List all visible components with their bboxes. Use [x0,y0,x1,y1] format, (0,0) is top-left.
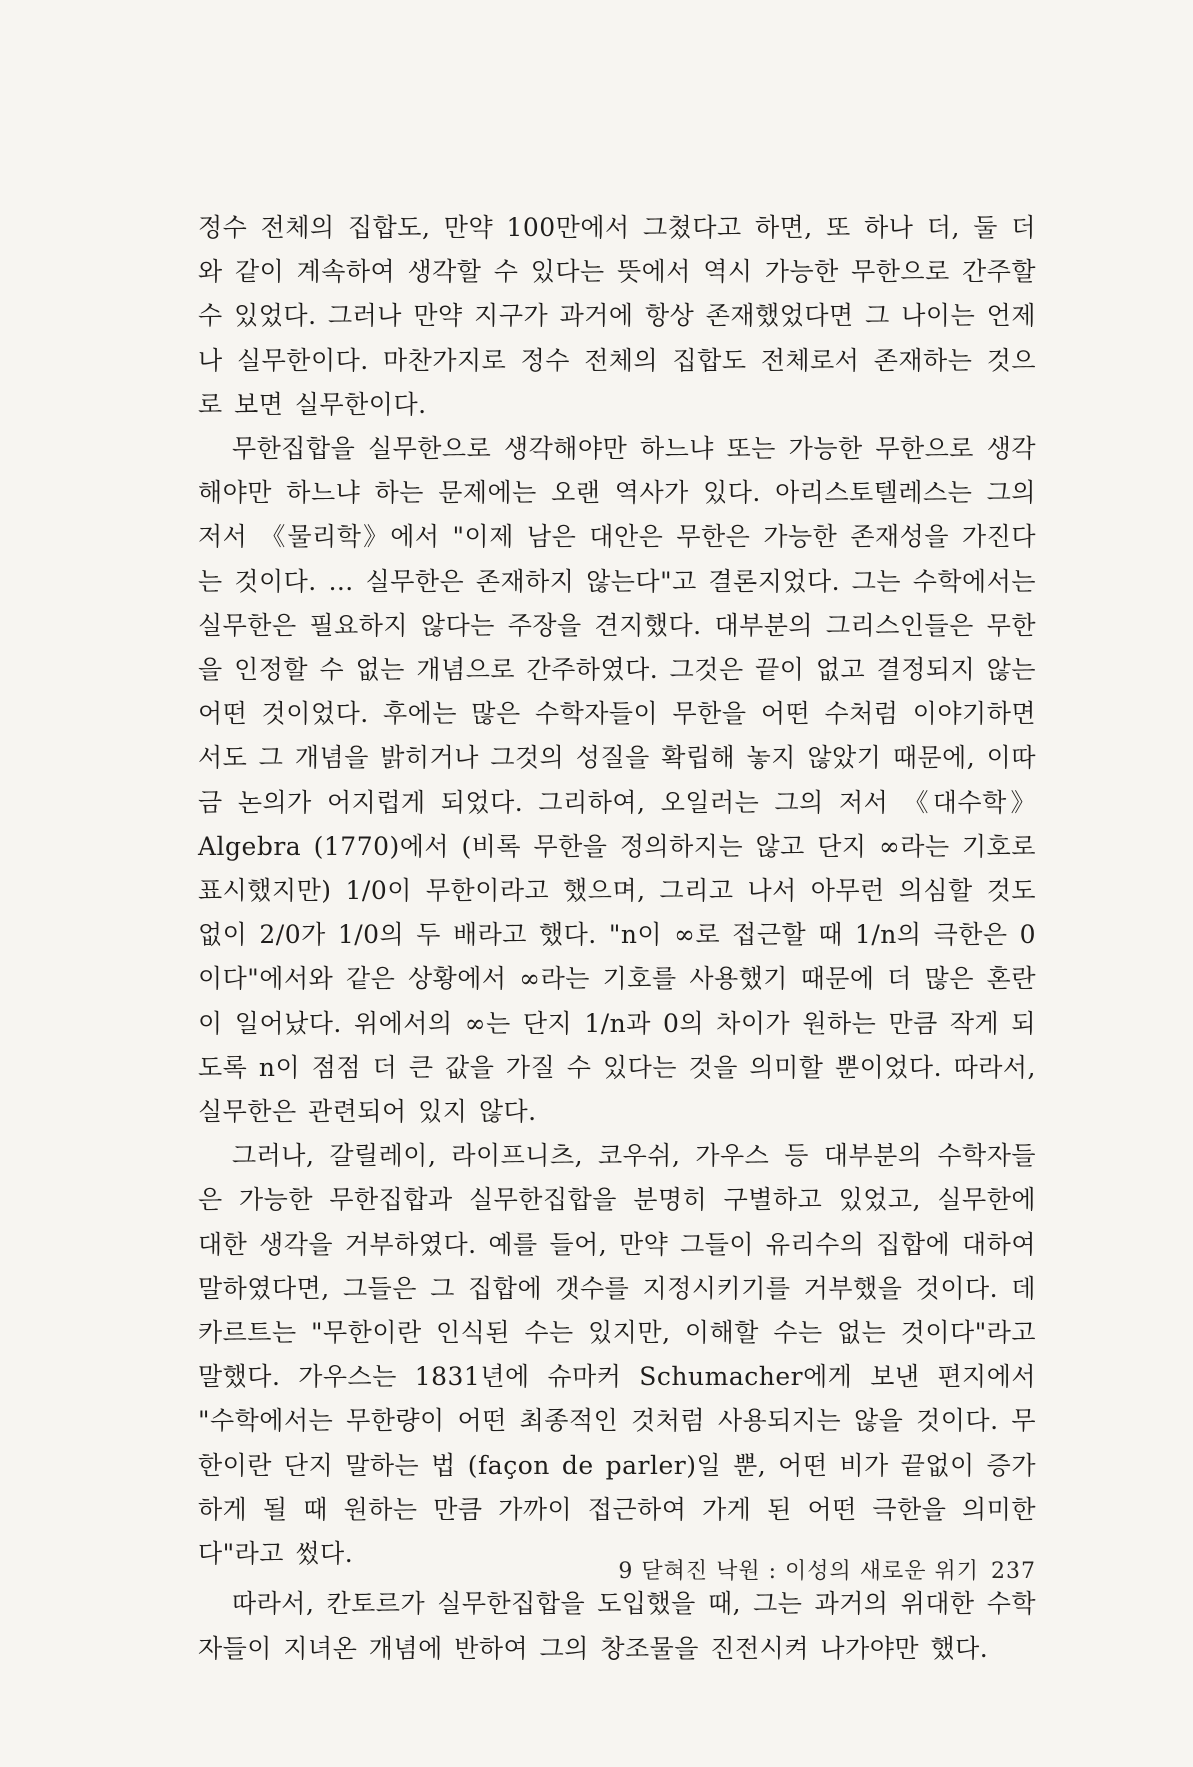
paragraph-continued: 정수 전체의 집합도, 만약 100만에서 그쳤다고 하면, 또 하나 더, 둘 더와 같이 계속하여 생각할 수 있다는 뜻에서 역시 가능한 무한으로 간주할 수 있었다. 그러나 만약 지구가 과거에 항상 존재했었다면 그 나이는 언제나 실무한이다. 마찬가지로 정수 전체의 집합도 전체로서 존재하는 것으로 보면 실무한이다. [198,213,1036,419]
paragraph: 따라서, 칸토르가 실무한집합을 도입했을 때, 그는 과거의 위대한 수학자들이 지녀온 개념에 반하여 그의 창조물을 진전시켜 나가야만 했다. [198,1589,1036,1663]
page-number: 237 [991,1559,1036,1584]
running-head: 9 닫혀진 낙원 : 이성의 새로운 위기 [618,1559,979,1584]
page-footer [0,1554,1036,1585]
paragraph: 무한집합을 실무한으로 생각해야만 하느냐 또는 가능한 무한으로 생각해야만 하느냐 하는 문제에는 오랜 역사가 있다. 아리스토텔레스는 그의 저서 《물리학》에서 "이제 남은 대안은 무한은 가능한 존재성을 가진다는 것이다. … 실무한은 존재하지 않는다"고 결론지었다. 그는 수학에서는 실무한은 필요하지 않다는 주장을 견지했다. 대부분의 그리스인들은 무한을 인정할 수 없는 개념으로 간주하였다. 그것은 끝이 없고 결정되지 않는 어떤 것이었다. 후에는 많은 수학자들이 무한을 어떤 수처럼 이야기하면서도 그 개념을 밝히거나 그것의 성질을 확립해 놓지 않았기 때문에, 이따금 논의가 어지럽게 되었다. 그리하여, 오일러는 그의 저서 《대수학》 Algebra (1770)에서 (비록 무한을 정의하지는 않고 단지 ∞라는 기호로 표시했지만) 1/0이 무한이라고 했으며, 그리고 나서 아무런 의심할 것도 없이 2/0가 1/0의 두 배라고 했다. "n이 ∞로 접근할 때 1/n의 극한은 0이다"에서와 같은 상황에서 ∞라는 기호를 사용했기 때문에 더 많은 혼란이 일어났다. 위에서의 ∞는 단지 1/n과 0의 차이가 원하는 만큼 작게 되도록 n이 점점 더 큰 값을 가질 수 있다는 것을 의미할 뿐이었다. 따라서, 실무한은 관련되어 있지 않다. [198,434,1036,1127]
paragraph: 그러나, 갈릴레이, 라이프니츠, 코우쉬, 가우스 등 대부분의 수학자들은 가능한 무한집합과 실무한집합을 분명히 구별하고 있었고, 실무한에 대한 생각을 거부하였다. 예를 들어, 만약 그들이 유리수의 집합에 대하여 말하였다면, 그들은 그 집합에 갯수를 지정시키기를 거부했을 것이다. 데카르트는 "무한이란 인식된 수는 있지만, 이해할 수는 없는 것이다"라고 말했다. 가우스는 1831년에 슈마커 Schumacher에게 보낸 편지에서 "수학에서는 무한량이 어떤 최종적인 것처럼 사용되지는 않을 것이다. 무한이란 단지 말하는 법 (façon de parler)일 뿐, 어떤 비가 끝없이 증가하게 될 때 원하는 만큼 가까이 접근하여 가게 된 어떤 극한을 의미한다"라고 썼다. [198,1141,1036,1569]
body-text [198,206,1036,1671]
